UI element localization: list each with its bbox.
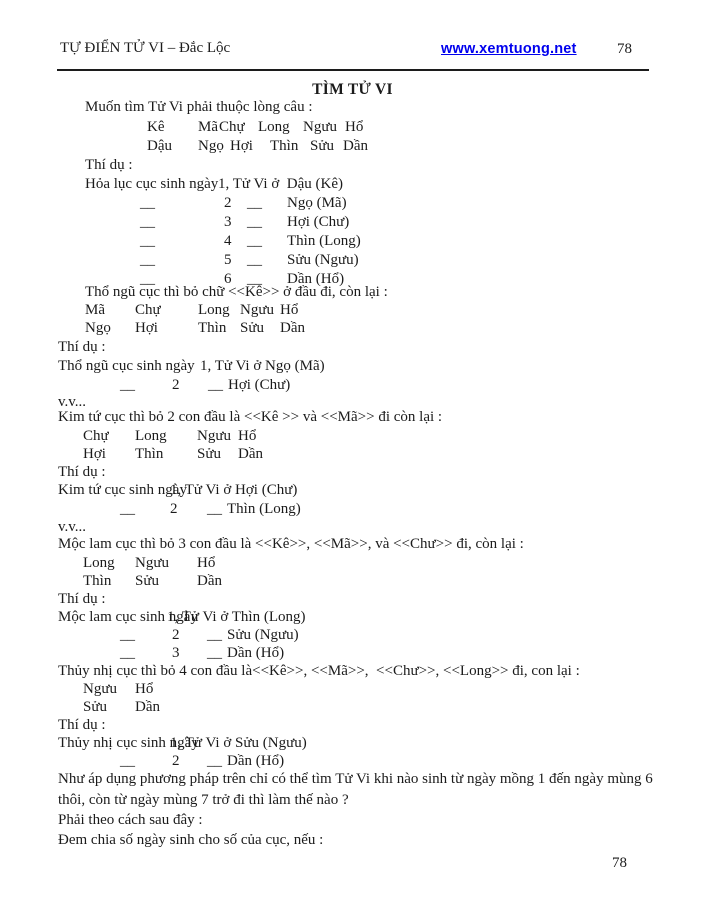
example-row-number: 3 xyxy=(172,645,180,661)
table-cell: Chự xyxy=(83,428,109,444)
thi-du-label: Thí dụ : xyxy=(85,157,133,173)
page-title: TÌM TỬ VI xyxy=(312,81,393,98)
dash-placeholder: __ xyxy=(120,627,135,643)
table-cell: Long xyxy=(83,555,115,571)
mnemonic-cell: Long xyxy=(258,119,290,135)
mnemonic-cell: Thìn xyxy=(270,138,299,154)
table-cell: Ngưu xyxy=(197,428,231,444)
table-cell: Sửu xyxy=(197,446,221,462)
section-rule-line: Mộc lam cục thì bỏ 3 con đầu là <<Kê>>, <<Mã>>, và <<Chư>> đi, còn lại : xyxy=(58,536,524,552)
footer-page-number: 78 xyxy=(612,855,627,871)
table-cell: Hổ xyxy=(238,428,257,444)
thi-du-label: Thí dụ : xyxy=(58,717,106,733)
dash-placeholder: __ xyxy=(140,252,155,268)
thi-du-label: Thí dụ : xyxy=(58,339,106,355)
mnemonic-cell: Dậu xyxy=(147,138,172,154)
example-first-line: 1, Tử Vi ở Thìn (Long) xyxy=(167,609,306,625)
example-row-number: 2 xyxy=(224,195,232,211)
example-row-number: 2 xyxy=(170,501,178,517)
table-cell: Mã xyxy=(85,302,105,318)
example-row-result: Sửu (Ngưu) xyxy=(227,627,299,643)
dash-placeholder: __ xyxy=(120,753,135,769)
example-first-line: 1, Tử Vi ở Ngọ (Mã) xyxy=(200,358,325,374)
example-row-result: Dần (Hổ) xyxy=(227,645,285,661)
table-cell: Dần xyxy=(280,320,305,336)
example-row-number: 5 xyxy=(224,252,232,268)
example-row-result: Dần (Hổ) xyxy=(287,271,345,287)
mnemonic-cell: Ngọ xyxy=(198,138,224,154)
section-rule-line: Thủy nhị cục thì bỏ 4 con đầu là<<Kê>>, <<Mã>>, <<Chư>>, <<Long>> đi, con lại : xyxy=(58,663,580,679)
dash-placeholder: __ xyxy=(140,271,155,287)
intro-line: Muốn tìm Tử Vi phải thuộc lòng câu : xyxy=(85,99,313,115)
dash-placeholder: __ xyxy=(207,753,222,769)
table-cell: Hổ xyxy=(197,555,216,571)
example-first-line: 1, Tử Vi ở Sửu (Ngưu) xyxy=(170,735,307,751)
etc-label: v.v... xyxy=(58,394,87,410)
mnemonic-cell: Mã xyxy=(198,119,218,135)
header-page-number: 78 xyxy=(617,41,632,57)
closing-paragraph-line: thôi, còn từ ngày mùng 7 trở đi thì làm thế nào ? xyxy=(58,792,349,808)
mnemonic-cell: Sửu xyxy=(310,138,334,154)
mnemonic-cell: Hổ xyxy=(345,119,364,135)
section-rule-line: Kim tứ cục thì bỏ 2 con đầu là <<Kê >> và <<Mã>> đi còn lại : xyxy=(58,409,443,425)
table-cell: Sửu xyxy=(83,699,107,715)
dash-placeholder: __ xyxy=(247,214,262,230)
example-row-number: 2 xyxy=(172,753,180,769)
dash-placeholder: __ xyxy=(120,501,135,517)
closing-paragraph-line: Phải theo cách sau đây : xyxy=(58,812,203,828)
dash-placeholder: __ xyxy=(120,377,135,393)
mnemonic-cell: Hợi xyxy=(230,138,253,154)
table-cell: Sửu xyxy=(240,320,264,336)
header-book-title: TỰ ĐIỂN TỬ VI – Đắc Lộc xyxy=(60,40,231,56)
example-lead: Kim tứ cục sinh ngày xyxy=(58,482,187,498)
example-row-number: 2 xyxy=(172,627,180,643)
closing-paragraph-line: Như áp dụng phương pháp trên chỉ có thể tìm Tử Vi khi nào sinh từ ngày mồng 1 đến ngày mùng 6 xyxy=(58,771,653,787)
table-cell: Hợi xyxy=(135,320,158,336)
dash-placeholder: __ xyxy=(207,645,222,661)
mnemonic-cell: Chự xyxy=(219,119,245,135)
example-row-result: Ngọ (Mã) xyxy=(287,195,347,211)
dash-placeholder: __ xyxy=(140,214,155,230)
table-cell: Ngưu xyxy=(135,555,169,571)
table-cell: Dần xyxy=(197,573,222,589)
mnemonic-cell: Kê xyxy=(147,119,165,135)
closing-paragraph-line: Đem chia số ngày sinh cho số của cục, nếu : xyxy=(58,832,324,848)
example-lead: Mộc lam cục sinh ngày xyxy=(58,609,198,625)
example-lead: Thủy nhị cục sinh ngày xyxy=(58,735,199,751)
example-first-line: 1, Tử Vi ở Hợi (Chư) xyxy=(170,482,298,498)
header-divider xyxy=(57,69,649,71)
example-row-result: Sửu (Ngưu) xyxy=(287,252,359,268)
table-cell: Ngưu xyxy=(240,302,274,318)
thi-du-label: Thí dụ : xyxy=(58,464,106,480)
example-row-number: 6 xyxy=(224,271,232,287)
table-cell: Thìn xyxy=(135,446,164,462)
section-rule-line: Thổ ngũ cục thì bỏ chữ <<Kê>> ở đầu đi, còn lại : xyxy=(85,284,388,300)
example-row-result: Thìn (Long) xyxy=(287,233,361,249)
dash-placeholder: __ xyxy=(207,501,222,517)
table-cell: Hổ xyxy=(280,302,299,318)
table-cell: Hổ xyxy=(135,681,154,697)
table-cell: Ngưu xyxy=(83,681,117,697)
table-cell: Sửu xyxy=(135,573,159,589)
dash-placeholder: __ xyxy=(247,233,262,249)
table-cell: Thìn xyxy=(83,573,112,589)
thi-du-label: Thí dụ : xyxy=(58,591,106,607)
table-cell: Ngọ xyxy=(85,320,111,336)
table-cell: Thìn xyxy=(198,320,227,336)
dash-placeholder: __ xyxy=(208,377,223,393)
mnemonic-cell: Ngưu xyxy=(303,119,337,135)
table-cell: Dần xyxy=(135,699,160,715)
example-row-result: Thìn (Long) xyxy=(227,501,301,517)
example-row-result: Hợi (Chư) xyxy=(228,377,291,393)
header-website-link[interactable]: www.xemtuong.net xyxy=(441,41,577,57)
dash-placeholder: __ xyxy=(247,252,262,268)
example-lead: Thổ ngũ cục sinh ngày xyxy=(58,358,195,374)
example-row-result: Dần (Hổ) xyxy=(227,753,285,769)
dash-placeholder: __ xyxy=(140,195,155,211)
table-cell: Long xyxy=(135,428,167,444)
example-row-number: 3 xyxy=(224,214,232,230)
example-lead: Hỏa lục cục sinh ngày xyxy=(85,176,219,192)
dash-placeholder: __ xyxy=(247,195,262,211)
table-cell: Chự xyxy=(135,302,161,318)
etc-label: v.v... xyxy=(58,519,87,535)
example-row-number: 4 xyxy=(224,233,232,249)
dash-placeholder: __ xyxy=(207,627,222,643)
example-first-line: 1, Tử Vi ở Dậu (Kê) xyxy=(218,176,344,192)
table-cell: Dần xyxy=(238,446,263,462)
table-cell: Long xyxy=(198,302,230,318)
table-cell: Hợi xyxy=(83,446,106,462)
example-row-number: 2 xyxy=(172,377,180,393)
dash-placeholder: __ xyxy=(140,233,155,249)
dash-placeholder: __ xyxy=(120,645,135,661)
example-row-result: Hợi (Chư) xyxy=(287,214,350,230)
dash-placeholder: __ xyxy=(247,271,262,287)
mnemonic-cell: Dần xyxy=(343,138,368,154)
